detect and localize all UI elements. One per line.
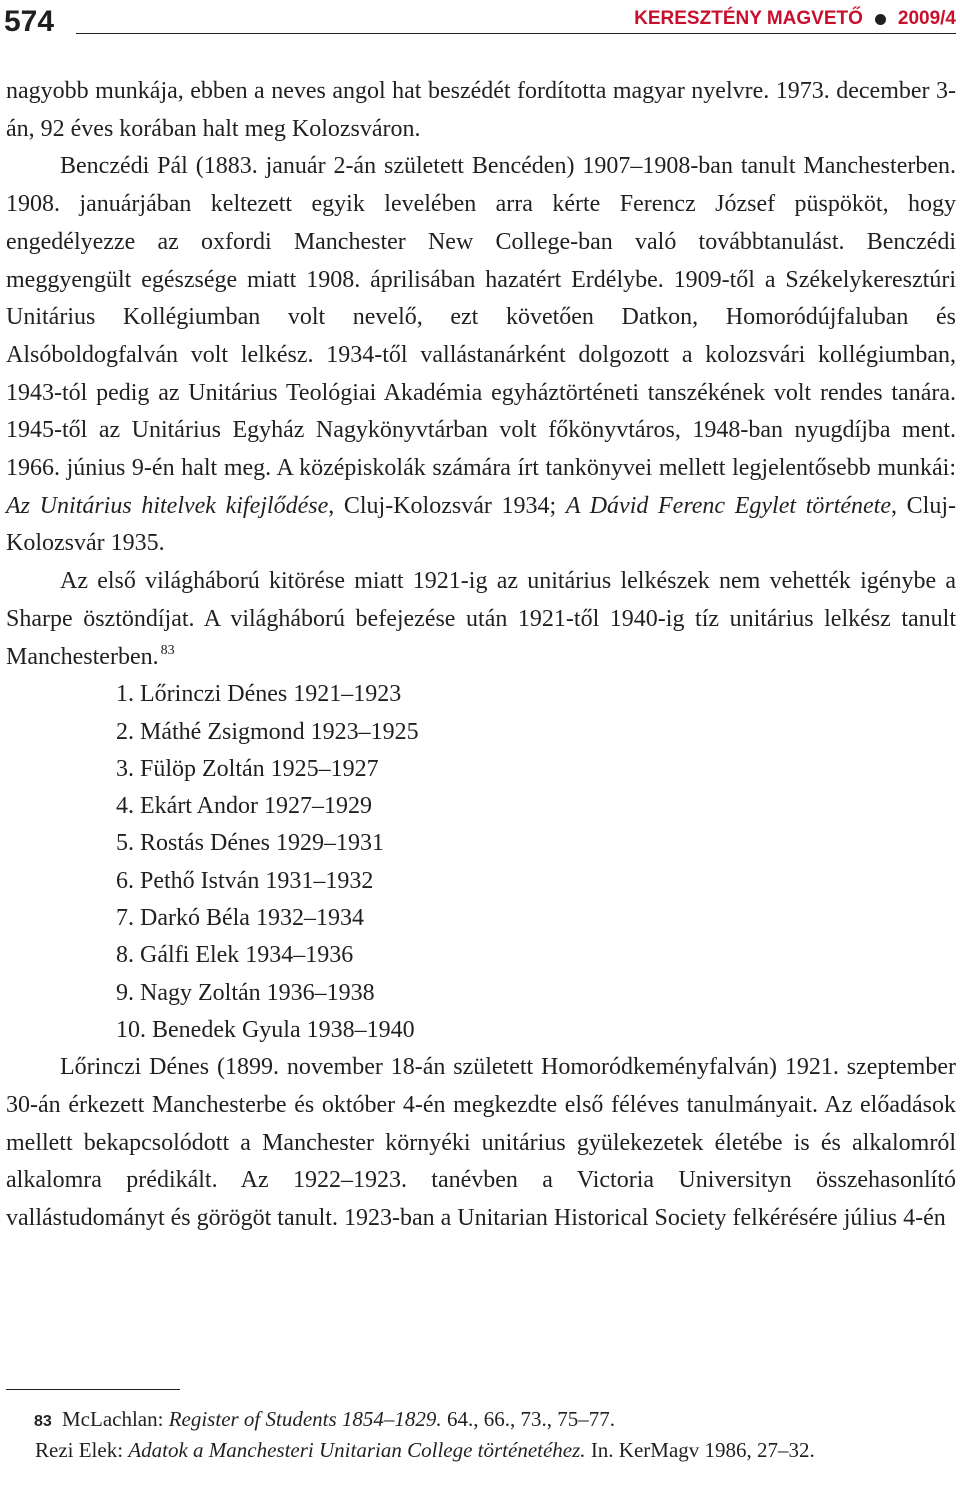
footnote-reference: 83 [160,642,175,658]
footnote-text: In. KerMagv 1986, 27–32. [585,1438,815,1462]
footnote-title: Adatok a Manchesteri Unitarian College történetéhez. [128,1438,586,1462]
footnote-text: 64., 66., 73., 75–77. [441,1407,615,1431]
paragraph [6,563,956,676]
footnote-number: 83 [34,1413,52,1430]
list-item: 6. Pethő István 1931–1932 [116,867,374,894]
paragraph-text: Benczédi Pál (1883. január 2-án született Bencéden) 1907–1908-ban tanult Manchesterben. 1908. januárjában keltezett egyik levelében arra kérte Ferencz József püspököt, hogy engedélyezze az oxfordi Manchester New College-ban való továbbtanulást. Benczédi meggyengült egészsége miatt 1908. áprilisában hazatért Erdélybe. 1909-től a Székelykeresztúri Unitárius Kollégiumban volt nevelő, ezt követően Datkon, Homoródújfaluban és Alsóboldogfalván volt lelkész. 1934-től vallástanárként dolgozott a kolozsvári kollégiumban, 1943-tól pedig az Unitárius Teológiai Akadémia egyháztörténeti tanszékének volt rendes tanára. 1945-től az Unitárius Egyház Nagykönyvtárban volt főkönyvtáros, 1948-ban nyugdíjba ment. 1966. június 9-én halt meg. A középiskolák számára írt tankönyvei mellett legjelentősebb munkái: [6,153,956,482]
footnote [6,1405,956,1436]
list-item: 8. Gálfi Elek 1934–1936 [116,942,354,969]
paragraph [6,148,956,563]
header-rule [76,33,956,34]
footnote-text: McLachlan: [62,1407,169,1431]
paragraph-text: , Cluj-Kolozsvár 1934; [328,492,566,519]
footnote-title: Register of Students 1854–1829. [168,1407,442,1431]
running-head [634,2,956,36]
list-item: 3. Fülöp Zoltán 1925–1927 [116,755,379,782]
paragraph-text: Az első világháború kitörése miatt 1921-ig az unitárius lelkészek nem vehették igénybe a Sharpe ösztöndíjat. A világháború befejezése után 1921-től 1940-ig tíz unitárius lelkész tanult Manchesterben. [6,568,956,670]
footnote-rule [6,1389,180,1390]
list-item: 9. Nagy Zoltán 1936–1938 [116,979,375,1006]
paragraph: Lőrinczi Dénes (1899. november 18-án született Homoródkeményfalván) 1921. szeptember 30-án érkezett Manchesterbe és október 4-én megkezdte első féléves tanulmányait. Az előadások mellett bekapcsolódott a Manchester környéki unitárius gyülekezetek életébe is és alkalomról alkalomra prédikált. Az 1922–1923. tanévben a Victoria Universityn összehasonlító vallástudományt és görögöt tanult. 1923-ban a Unitarian Historical Society felkérésére július 4-én [6,1054,956,1232]
list-item: 2. Máthé Zsigmond 1923–1925 [116,718,419,745]
footnote-text: Rezi Elek: [35,1438,129,1462]
page-number: 574 [4,5,55,38]
journal-title: KERESZTÉNY MAGVETŐ [634,8,863,29]
book-title: Az Unitárius hitelvek kifejlődése [6,492,329,519]
article-body [6,73,956,1238]
footnotes [6,1405,956,1464]
list-item: 5. Rostás Dénes 1929–1931 [116,830,384,857]
list-item: 10. Benedek Gyula 1938–1940 [116,1016,415,1043]
list-item: 7. Darkó Béla 1932–1934 [116,905,364,932]
student-list [6,676,956,1049]
footnote [6,1436,956,1464]
list-item: 4. Ekárt Andor 1927–1929 [116,793,372,820]
list-item: 1. Lőrinczi Dénes 1921–1923 [116,681,402,708]
paragraph-text: , Cluj-Kolozsvár 1935. [6,492,956,557]
paragraph: nagyobb munkája, ebben a neves angol hat beszédét fordította magyar nyelvre. 1973. december 3-án, 92 éves korában halt meg Kolozsváron. [6,78,956,142]
issue-number: 2009/4 [897,8,956,29]
book-title: A Dávid Ferenc Egylet története [565,492,891,519]
bullet-dot-icon [875,14,886,25]
